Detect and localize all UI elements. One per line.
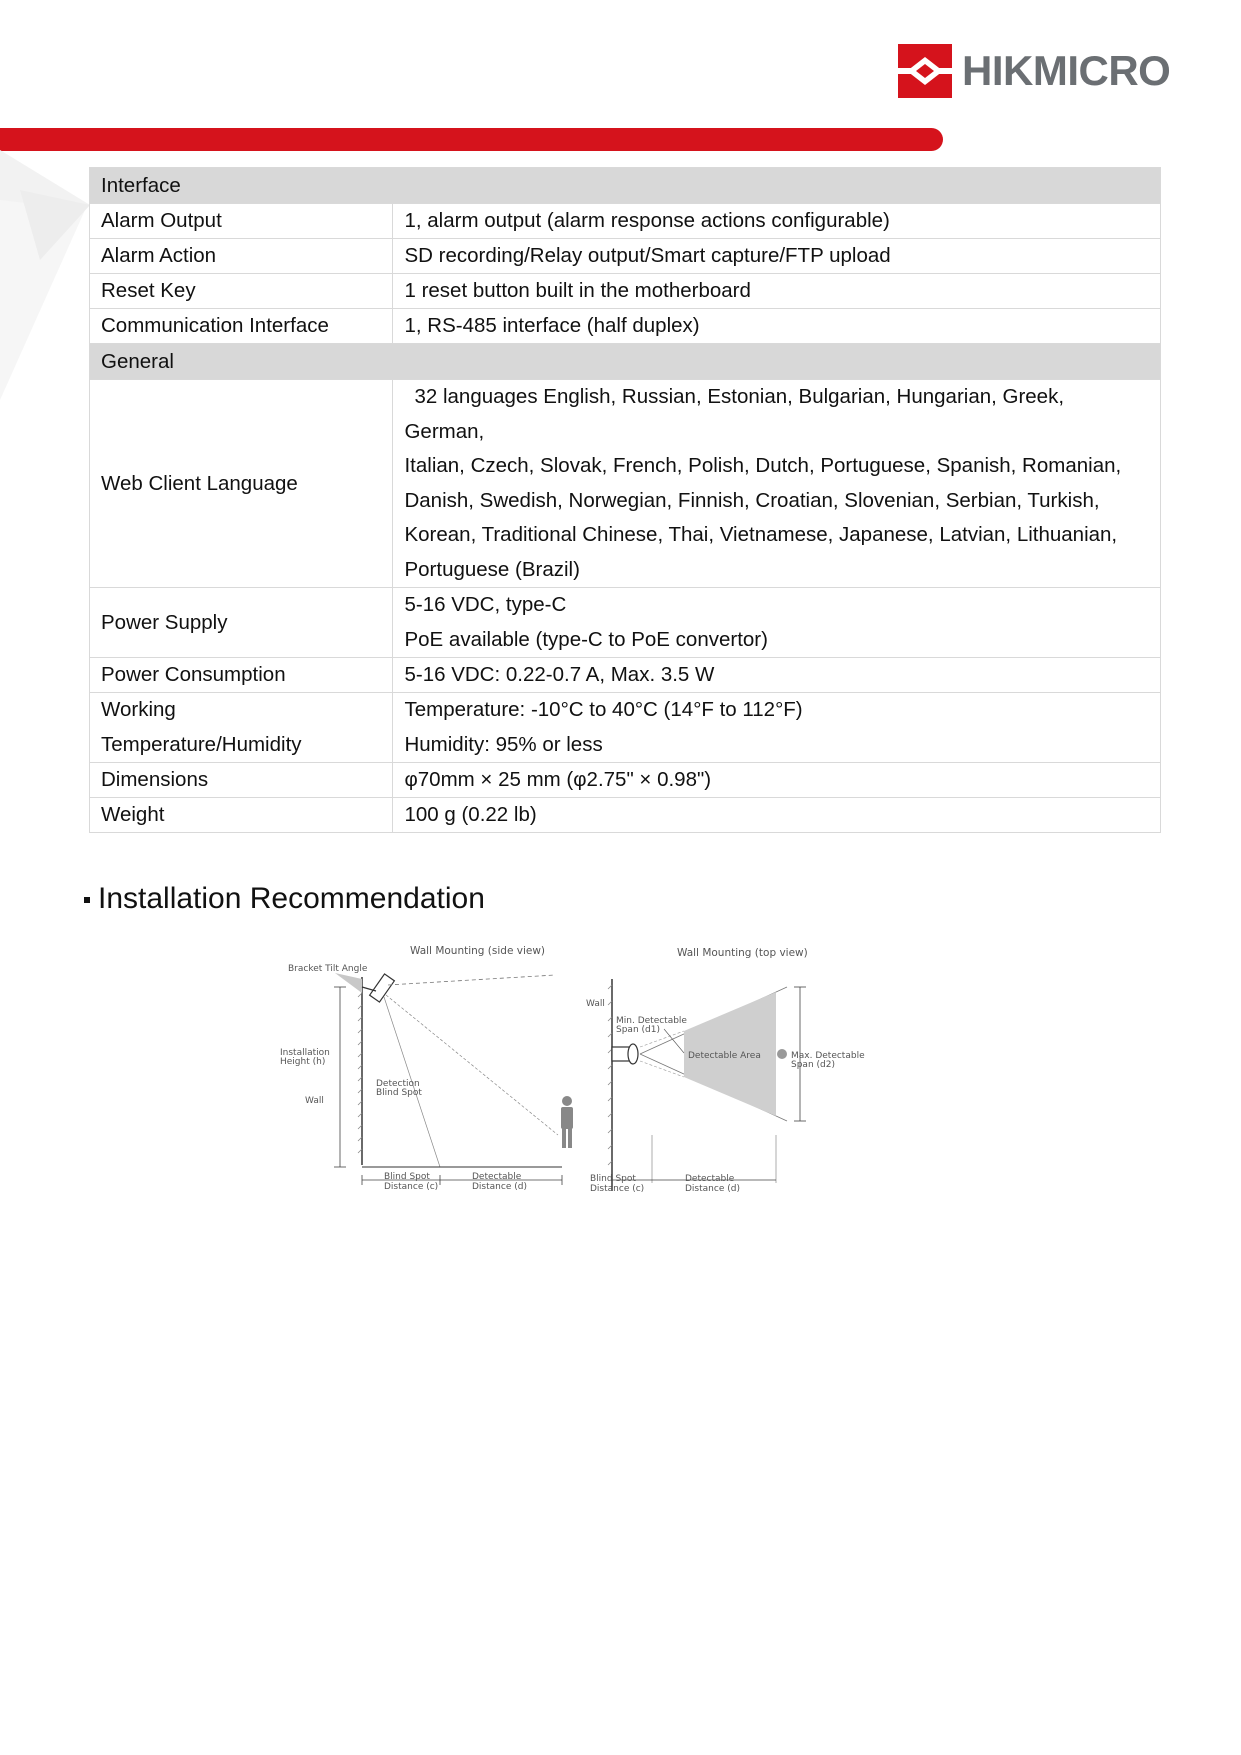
side-view-diagram <box>280 945 573 1192</box>
max-span-label-2: Span (d2) <box>791 1060 835 1070</box>
blind-spot-label-2: Blind Spot <box>376 1088 422 1098</box>
value-line: Korean, Traditional Chinese, Thai, Vietnamese, Japanese, Latvian, Lithuanian, <box>404 523 1118 546</box>
person-top-icon <box>777 1049 787 1059</box>
spec-key <box>90 693 393 763</box>
section-heading: Installation Recommendation <box>98 882 485 915</box>
blind-distance-label-2: Distance (c) <box>384 1182 439 1192</box>
spec-value <box>393 380 1161 588</box>
bracket-tilt-label: Bracket Tilt Angle <box>288 964 368 974</box>
camera-top-icon <box>612 1044 638 1064</box>
spec-key: Weight <box>90 798 393 833</box>
key-line: Temperature/Humidity <box>101 732 302 756</box>
installation-diagram <box>280 935 970 1201</box>
top-view-diagram <box>586 947 865 1194</box>
max-span-label: Max. Detectable <box>791 1051 865 1061</box>
spec-key: Reset Key <box>90 274 393 309</box>
spec-value: 5-16 VDC: 0.22-0.7 A, Max. 3.5 W <box>393 658 1161 693</box>
top-detectable-distance-label-2: Distance (d) <box>685 1184 740 1194</box>
spec-value: SD recording/Relay output/Smart capture/FTP upload <box>393 239 1161 274</box>
value-line: Humidity: 95% or less <box>404 732 603 756</box>
hikmicro-logo-icon <box>898 44 952 98</box>
spec-row <box>90 239 1161 274</box>
spec-row <box>90 380 1161 588</box>
spec-row <box>90 763 1161 798</box>
detectable-distance-label: Detectable <box>472 1172 522 1182</box>
spec-key: Web Client Language <box>90 380 393 588</box>
spec-row <box>90 588 1161 658</box>
brand-wordmark: HIKMICRO <box>962 47 1171 94</box>
spec-row <box>90 309 1161 344</box>
spec-key: Communication Interface <box>90 309 393 344</box>
spec-key: Power Supply <box>90 588 393 658</box>
detectable-distance-label-2: Distance (d) <box>472 1182 527 1192</box>
detectable-area-label: Detectable Area <box>688 1051 761 1061</box>
person-icon <box>561 1096 573 1148</box>
decorative-triangles <box>0 150 90 400</box>
spec-table <box>89 167 1161 833</box>
spec-value <box>393 588 1161 658</box>
blind-spot-label: Detection <box>376 1079 420 1089</box>
wall-label-top: Wall <box>586 999 605 1009</box>
spec-key: Power Consumption <box>90 658 393 693</box>
installation-height-label: Installation <box>280 1048 330 1058</box>
spec-row <box>90 658 1161 693</box>
section-title: Interface <box>90 168 1161 204</box>
value-line: 5-16 VDC, type-C <box>404 593 567 616</box>
value-line: Danish, Swedish, Norwegian, Finnish, Croatian, Slovenian, Serbian, Turkish, <box>404 488 1100 512</box>
brand-logo <box>898 44 1170 98</box>
spec-value: 1, RS-485 interface (half duplex) <box>393 309 1161 344</box>
top-blind-distance-label-2: Distance (c) <box>590 1184 645 1194</box>
top-view-title: Wall Mounting (top view) <box>677 947 808 959</box>
top-detectable-distance-label: Detectable <box>685 1174 735 1184</box>
value-line: Temperature: -10°C to 40°C (14°F to 112°F) <box>404 698 803 721</box>
value-line: Portuguese (Brazil) <box>404 557 580 581</box>
spec-value: 1 reset button built in the motherboard <box>393 274 1161 309</box>
spec-row <box>90 204 1161 239</box>
spec-value <box>393 693 1161 763</box>
installation-height-label-2: Height (h) <box>280 1057 326 1067</box>
spec-value: 100 g (0.22 lb) <box>393 798 1161 833</box>
spec-key: Alarm Action <box>90 239 393 274</box>
blind-distance-label: Blind Spot <box>384 1172 430 1182</box>
wall-label-side: Wall <box>305 1096 324 1106</box>
min-span-label: Min. Detectable <box>616 1016 687 1026</box>
min-span-label-2: Span (d1) <box>616 1025 660 1035</box>
header-accent-bar <box>0 128 943 151</box>
spec-value: φ70mm × 25 mm (φ2.75" × 0.98") <box>393 763 1161 798</box>
bullet-icon <box>84 897 90 903</box>
section-header-interface <box>90 168 1161 204</box>
tilt-angle-wedge <box>335 973 362 993</box>
spec-row <box>90 693 1161 763</box>
value-line: 32 languages English, Russian, Estonian, Bulgarian, Hungarian, Greek, German, <box>404 385 1065 443</box>
spec-key: Dimensions <box>90 763 393 798</box>
side-view-title: Wall Mounting (side view) <box>410 945 546 957</box>
section-title: General <box>90 344 1161 380</box>
top-blind-distance-label: Blind Spot <box>590 1174 636 1184</box>
value-line: PoE available (type-C to PoE convertor) <box>404 627 768 651</box>
spec-row <box>90 798 1161 833</box>
installation-section-title <box>84 882 485 916</box>
camera-side-icon <box>370 974 395 1002</box>
key-line: Working <box>101 698 176 721</box>
spec-value: 1, alarm output (alarm response actions configurable) <box>393 204 1161 239</box>
spec-row <box>90 274 1161 309</box>
section-header-general <box>90 344 1161 380</box>
spec-key: Alarm Output <box>90 204 393 239</box>
value-line: Italian, Czech, Slovak, French, Polish, Dutch, Portuguese, Spanish, Romanian, <box>404 454 1122 477</box>
